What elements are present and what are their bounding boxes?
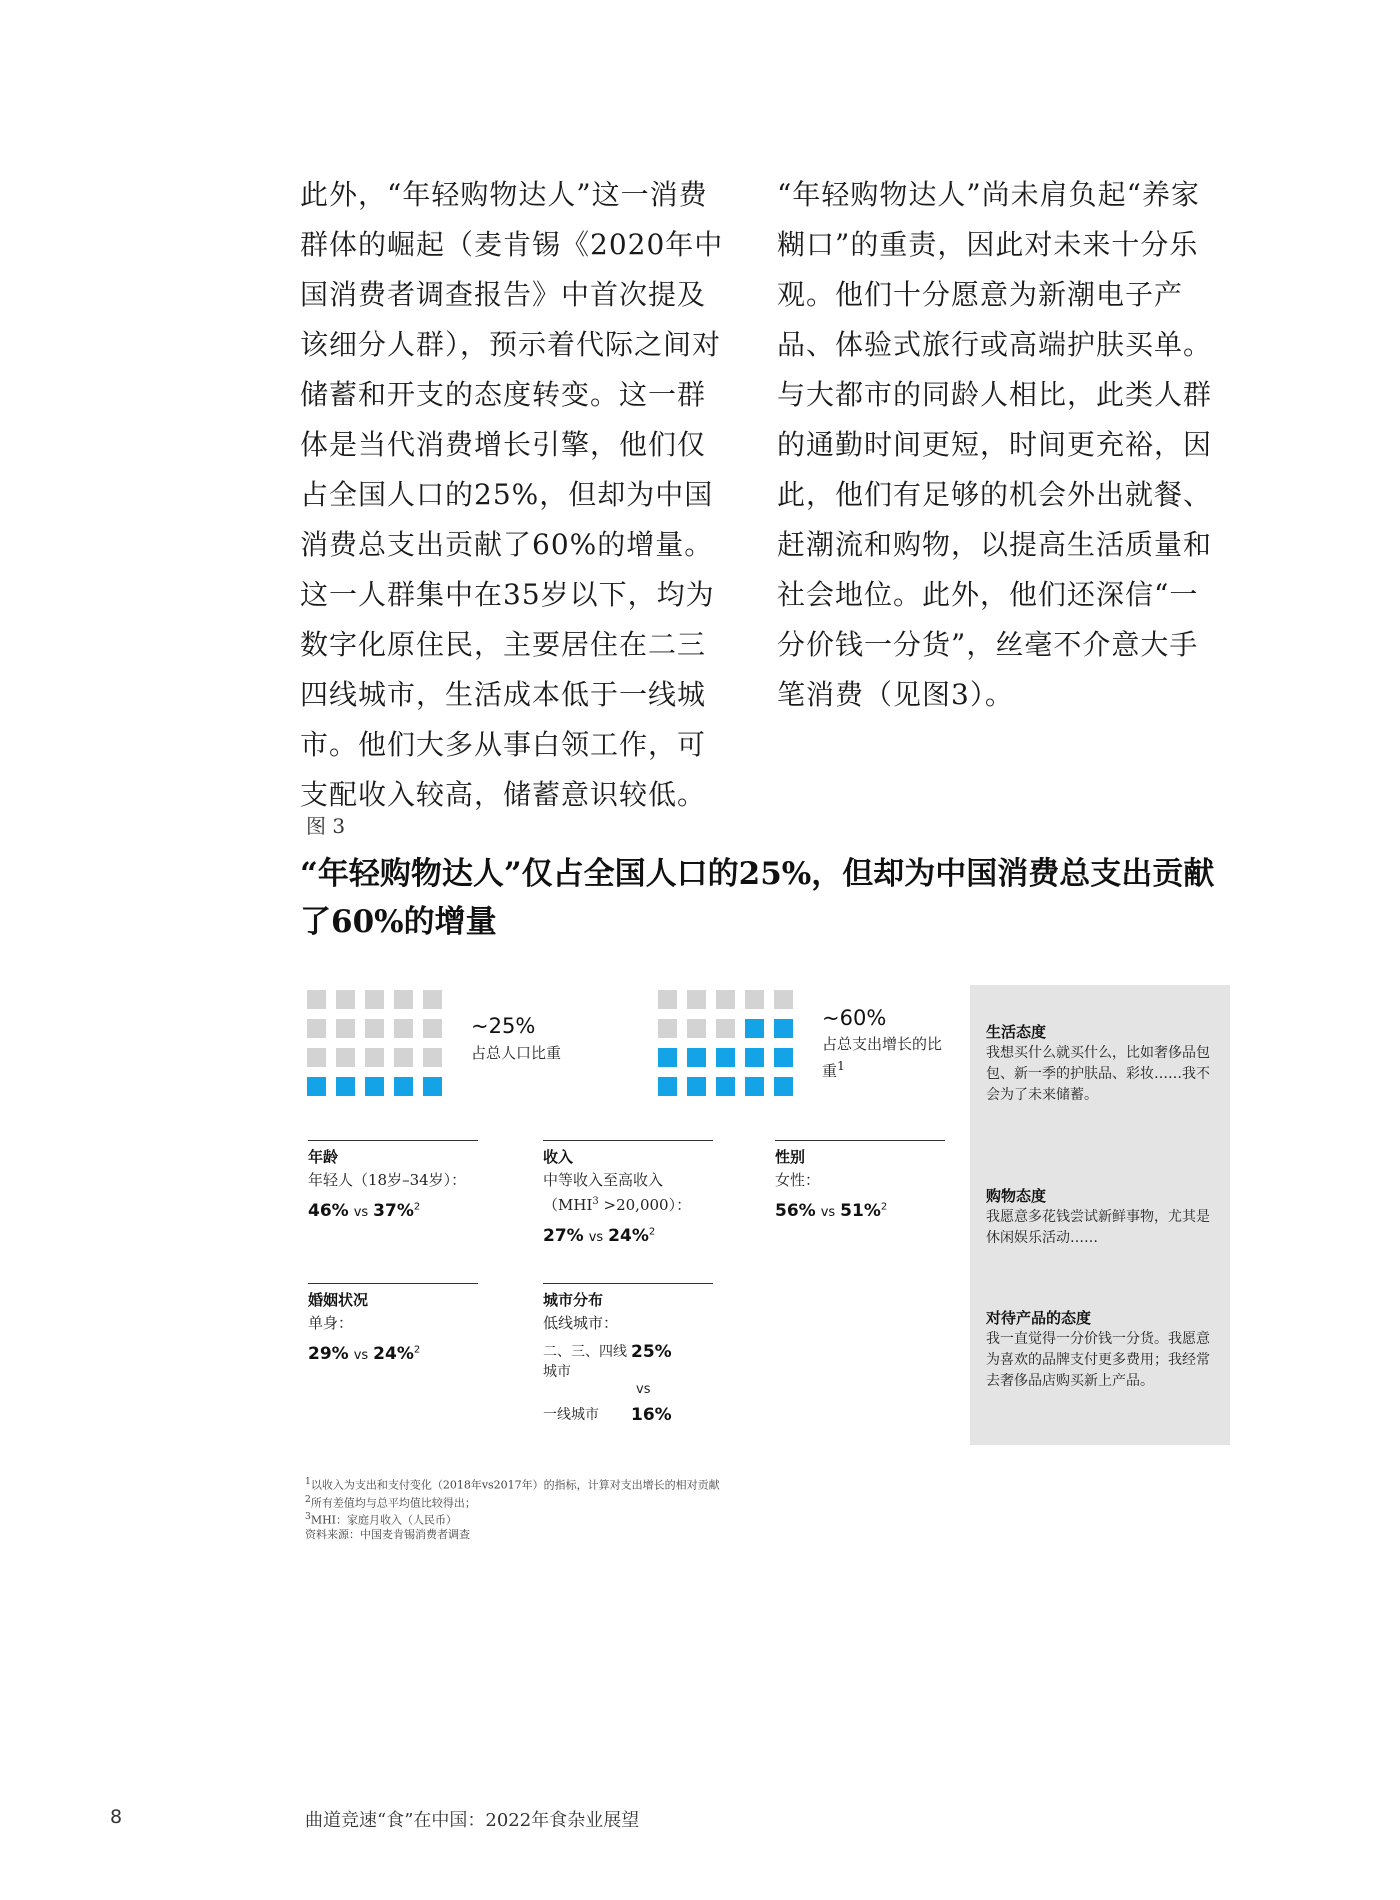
stat-gender-title: 性别 bbox=[775, 1148, 806, 1166]
stat-age-value-b: 37% bbox=[373, 1201, 414, 1221]
stat-income-desc-mark: 3 bbox=[592, 1196, 599, 1207]
product-attitude-block bbox=[986, 1307, 1216, 1392]
stat-age bbox=[308, 1140, 478, 1221]
stat-marital-title: 婚姻状况 bbox=[308, 1291, 369, 1309]
figure-label: 图 3 bbox=[306, 814, 346, 838]
stat-income-vs: vs bbox=[588, 1230, 604, 1245]
life-attitude-text: 我想买什么就买什么，比如奢侈品包包、新一季的护肤品、彩妆……我不会为了未来储蓄。 bbox=[986, 1045, 1210, 1103]
stat-marital bbox=[308, 1283, 478, 1364]
stat-city-title: 城市分布 bbox=[543, 1291, 604, 1309]
grid-cell-filled bbox=[307, 1077, 326, 1096]
grid-cell-filled bbox=[774, 1048, 793, 1067]
grid-cell-filled bbox=[745, 1048, 764, 1067]
shopping-attitude-title: 购物态度 bbox=[986, 1187, 1047, 1205]
grid-cell-empty bbox=[394, 1019, 413, 1038]
grid-cell-filled bbox=[687, 1077, 706, 1096]
grid-cell-empty bbox=[745, 990, 764, 1009]
stat-marital-values bbox=[308, 1344, 478, 1364]
shopping-attitude-text: 我愿意多花钱尝试新鲜事物，尤其是休闲娱乐活动…… bbox=[986, 1209, 1210, 1246]
stat-gender-values bbox=[775, 1201, 945, 1221]
footnote-2 bbox=[305, 1493, 905, 1511]
grid-cell-empty bbox=[365, 1048, 384, 1067]
page-number: 8 bbox=[110, 1806, 123, 1828]
stat-city-lower-value: 25% bbox=[631, 1342, 672, 1362]
grid-cell-empty bbox=[687, 1019, 706, 1038]
stat-city-tier1-row bbox=[543, 1405, 713, 1425]
stat-income-desc bbox=[543, 1169, 713, 1216]
stat-gender bbox=[775, 1140, 945, 1221]
grid-cell-filled bbox=[745, 1019, 764, 1038]
stat-city-tier1-value: 16% bbox=[631, 1405, 672, 1425]
grid-cell-empty bbox=[307, 1048, 326, 1067]
grid-cell-filled bbox=[745, 1077, 764, 1096]
stat-income-desc-post: >20,000）： bbox=[598, 1196, 692, 1214]
stat-gender-desc: 女性： bbox=[775, 1171, 821, 1189]
footnote-1-mark: 1 bbox=[305, 1476, 311, 1487]
stat-city-tier1-label: 一线城市 bbox=[543, 1407, 599, 1423]
stat-marital-vs: vs bbox=[353, 1348, 369, 1363]
body-right-column bbox=[777, 170, 1227, 720]
product-attitude-text: 我一直觉得一分价钱一分货。我愿意为喜欢的品牌支付更多费用；我经常去奢侈品店购买新上产品。 bbox=[986, 1331, 1210, 1389]
stat-gender-vs: vs bbox=[820, 1205, 836, 1220]
population-share-grid bbox=[307, 990, 442, 1096]
grid-cell-filled bbox=[716, 1077, 735, 1096]
grid-cell-empty bbox=[394, 990, 413, 1009]
stat-income-value-a: 27% bbox=[543, 1226, 584, 1246]
footnote-1-text: 以收入为支出和支付变化（2018年vs2017年）的指标，计算对支出增长的相对贡献 bbox=[310, 1478, 720, 1492]
grid-cell-empty bbox=[658, 990, 677, 1009]
stat-city-desc: 低线城市： bbox=[543, 1314, 619, 1332]
footnotes bbox=[305, 1475, 905, 1542]
grid-cell-filled bbox=[365, 1077, 384, 1096]
stat-city-vs: vs bbox=[636, 1382, 651, 1397]
grid-cell-filled bbox=[774, 1077, 793, 1096]
grid-cell-filled bbox=[687, 1048, 706, 1067]
grid-cell-empty bbox=[423, 1019, 442, 1038]
grid-cell-empty bbox=[774, 990, 793, 1009]
stat-city bbox=[543, 1283, 713, 1425]
grid-cell-empty bbox=[307, 990, 326, 1009]
stat-age-value-a: 46% bbox=[308, 1201, 349, 1221]
stat-income-footnote-mark: 2 bbox=[648, 1226, 656, 1238]
life-attitude-title: 生活态度 bbox=[986, 1023, 1047, 1041]
grid-cell-empty bbox=[687, 990, 706, 1009]
stat-marital-desc: 单身： bbox=[308, 1314, 354, 1332]
footnote-2-mark: 2 bbox=[305, 1493, 311, 1505]
stat-marital-value-a: 29% bbox=[308, 1344, 349, 1364]
grid-cell-empty bbox=[336, 1019, 355, 1038]
grid-cell-filled bbox=[423, 1077, 442, 1096]
spending-share-label bbox=[822, 1033, 942, 1082]
stat-marital-footnote-mark: 2 bbox=[413, 1344, 421, 1356]
stat-income-values bbox=[543, 1226, 713, 1246]
attitude-side-panel bbox=[970, 985, 1230, 1445]
grid-cell-filled bbox=[658, 1048, 677, 1067]
body-left-column bbox=[300, 170, 730, 820]
grid-cell-filled bbox=[716, 1048, 735, 1067]
grid-cell-empty bbox=[716, 990, 735, 1009]
grid-cell-empty bbox=[394, 1048, 413, 1067]
stat-age-values bbox=[308, 1201, 478, 1221]
grid-cell-filled bbox=[336, 1077, 355, 1096]
stat-age-footnote-mark: 2 bbox=[413, 1201, 421, 1213]
stat-city-lower-tier-row bbox=[543, 1342, 713, 1382]
stat-gender-value-b: 51% bbox=[840, 1201, 881, 1221]
grid-cell-filled bbox=[774, 1019, 793, 1038]
footnote-3-text: MHI：家庭月收入（人民币） bbox=[310, 1513, 458, 1527]
footnote-2-text: 所有差值均与总平均值比较得出； bbox=[310, 1496, 476, 1510]
grid-cell-empty bbox=[336, 1048, 355, 1067]
stat-income-title: 收入 bbox=[543, 1148, 574, 1166]
spending-share-value: ~60% bbox=[822, 1006, 887, 1030]
footnote-source: 资料来源：中国麦肯锡消费者调查 bbox=[305, 1527, 470, 1541]
spending-share-footnote-mark: 1 bbox=[837, 1058, 845, 1073]
stat-income bbox=[543, 1140, 713, 1246]
population-share-label: 占总人口比重 bbox=[471, 1044, 562, 1062]
stat-gender-value-a: 56% bbox=[775, 1201, 816, 1221]
grid-cell-empty bbox=[365, 990, 384, 1009]
running-title: 曲道竞速“食”在中国：2022年食杂业展望 bbox=[305, 1810, 640, 1831]
footnote-1 bbox=[305, 1475, 905, 1493]
footnote-3-mark: 3 bbox=[305, 1511, 311, 1523]
spending-share-label-text: 占总支出增长的比重 bbox=[822, 1035, 943, 1080]
figure-title: “年轻购物达人”仅占全国人口的25%，但却为中国消费总支出贡献了60%的增量 bbox=[300, 856, 1215, 940]
stat-income-value-b: 24% bbox=[608, 1226, 649, 1246]
body-paragraph-right: “年轻购物达人”尚未肩负起“养家糊口”的重责，因此对未来十分乐观。他们十分愿意为新潮电子产品、体验式旅行或高端护肤买单。与大都市的同龄人相比，此类人群的通勤时间更短，时间更充裕，因此，他们有足够的机会外出就餐、赶潮流和购物，以提高生活质量和社会地位。此外，他们还深信“一分价钱一分货”，丝毫不介意大手笔消费（见图3）。 bbox=[777, 178, 1213, 711]
stat-age-desc: 年轻人（18岁–34岁）： bbox=[308, 1171, 467, 1189]
grid-cell-empty bbox=[423, 990, 442, 1009]
spending-share-grid bbox=[658, 990, 793, 1096]
population-share-value: ~25% bbox=[471, 1014, 536, 1038]
grid-cell-empty bbox=[307, 1019, 326, 1038]
grid-cell-empty bbox=[716, 1019, 735, 1038]
body-paragraph-left: 此外，“年轻购物达人”这一消费群体的崛起（麦肯锡《2020年中国消费者调查报告》中首次提及该细分人群），预示着代际之间对储蓄和开支的态度转变。这一群体是当代消费增长引擎，他们仅占全国人口的25%，但却为中国消费总支出贡献了60%的增量。这一人群集中在35岁以下，均为数字化原住民，主要居住在二三四线城市，生活成本低于一线城市。他们大多从事白领工作，可支配收入较高，储蓄意识较低。 bbox=[300, 178, 724, 811]
stat-age-title: 年龄 bbox=[308, 1148, 339, 1166]
grid-cell-filled bbox=[658, 1077, 677, 1096]
life-attitude-block bbox=[986, 1021, 1216, 1106]
stat-income-desc-pre: 中等收入至高收入（MHI bbox=[543, 1171, 664, 1214]
stat-city-lower-label: 二、三、四线城市 bbox=[543, 1344, 627, 1380]
stat-age-vs: vs bbox=[353, 1205, 369, 1220]
stat-marital-value-b: 24% bbox=[373, 1344, 414, 1364]
grid-cell-empty bbox=[423, 1048, 442, 1067]
grid-cell-empty bbox=[336, 990, 355, 1009]
grid-cell-filled bbox=[394, 1077, 413, 1096]
stat-gender-footnote-mark: 2 bbox=[880, 1201, 888, 1213]
shopping-attitude-block bbox=[986, 1185, 1216, 1249]
grid-cell-empty bbox=[658, 1019, 677, 1038]
footnote-3 bbox=[305, 1510, 905, 1528]
product-attitude-title: 对待产品的态度 bbox=[986, 1309, 1092, 1327]
grid-cell-empty bbox=[365, 1019, 384, 1038]
